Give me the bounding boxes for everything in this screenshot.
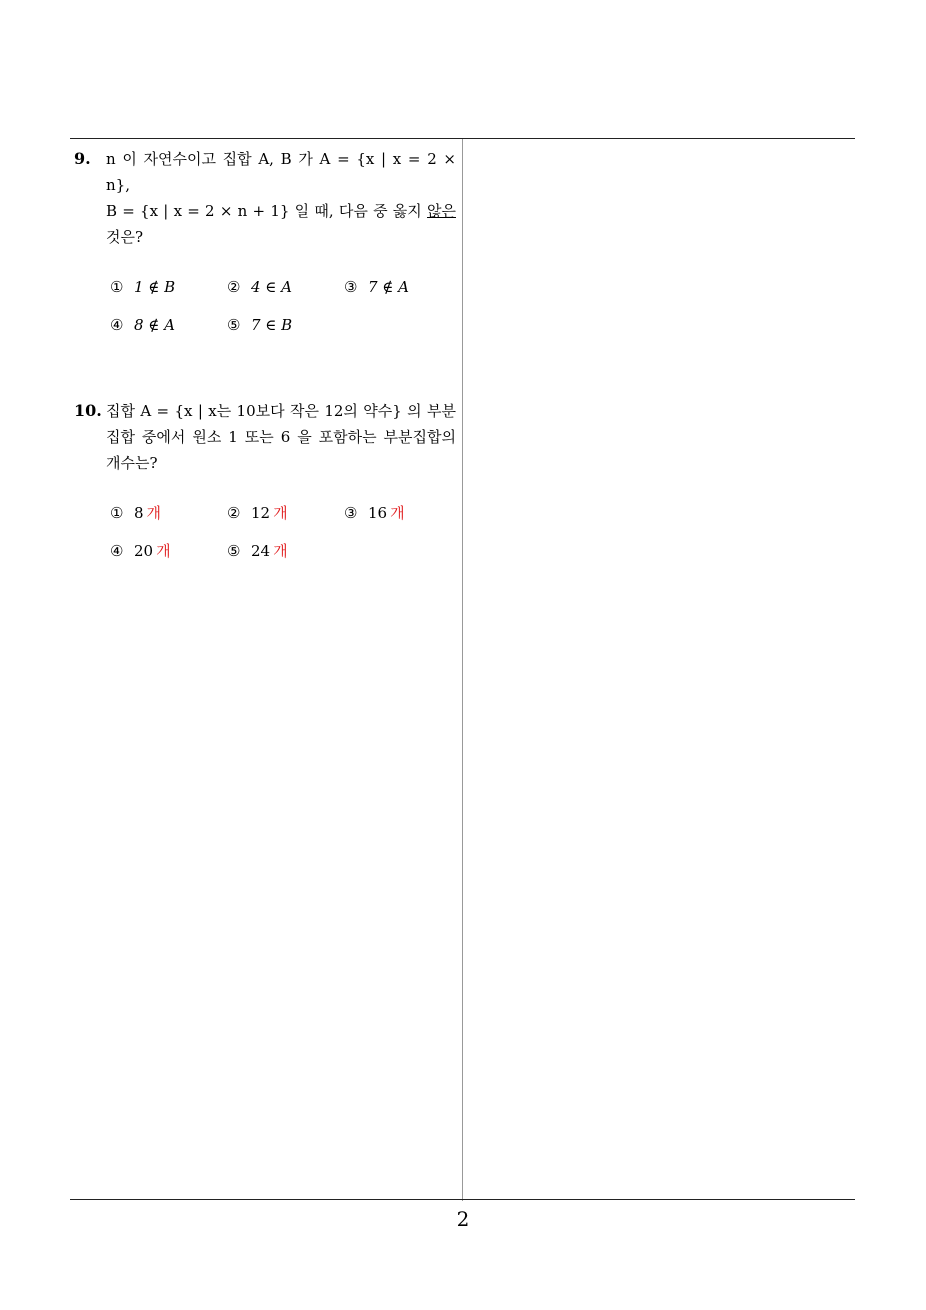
choice-number: ⑤ bbox=[227, 542, 241, 560]
choice-number: ① bbox=[110, 278, 124, 296]
choice-text: 7 ∈ B bbox=[251, 316, 293, 334]
choice-value: 24 bbox=[251, 542, 271, 560]
choice-3[interactable] bbox=[344, 500, 405, 526]
choice-value: 20 bbox=[134, 542, 154, 560]
question-line: 집합 A = {x | x는 10보다 작은 12의 약수} 의 부분 bbox=[106, 402, 456, 420]
question-9 bbox=[74, 146, 456, 354]
choice-1[interactable] bbox=[110, 274, 175, 300]
question-number: 10. bbox=[74, 401, 102, 420]
unit-label: 개 bbox=[390, 504, 405, 522]
choice-value: 12 bbox=[251, 504, 271, 522]
choice-1[interactable] bbox=[110, 500, 161, 526]
choice-2[interactable] bbox=[227, 274, 292, 300]
choice-2[interactable] bbox=[227, 500, 288, 526]
choice-text: 1 ∉ B bbox=[134, 278, 176, 296]
page-number: 2 bbox=[456, 1207, 470, 1231]
choice-4[interactable] bbox=[110, 312, 175, 338]
choice-text: 4 ∈ A bbox=[251, 278, 293, 296]
choice-number: ② bbox=[227, 504, 241, 522]
choice-value: 8 bbox=[134, 504, 144, 522]
answer-choices bbox=[110, 500, 456, 580]
choice-number: ⑤ bbox=[227, 316, 241, 334]
choice-5[interactable] bbox=[227, 538, 288, 564]
choice-value: 16 bbox=[368, 504, 388, 522]
choice-text: 8 ∉ A bbox=[134, 316, 176, 334]
unit-label: 개 bbox=[273, 504, 288, 522]
footer-rule bbox=[70, 1199, 855, 1200]
unit-label: 개 bbox=[156, 542, 171, 560]
choice-number: ④ bbox=[110, 542, 124, 560]
choice-number: ③ bbox=[344, 504, 358, 522]
choice-5[interactable] bbox=[227, 312, 292, 338]
question-line: B = {x | x = 2 × n + 1} 일 때, 다음 중 옳지 않은 bbox=[106, 202, 456, 220]
answer-choices bbox=[110, 274, 456, 354]
column-divider bbox=[462, 139, 463, 1201]
question-line: 개수는? bbox=[106, 454, 158, 472]
question-line: 것은? bbox=[106, 228, 144, 246]
question-number: 9. bbox=[74, 149, 91, 168]
choice-number: ② bbox=[227, 278, 241, 296]
question-line: n 이 자연수이고 집합 A, B 가 A = {x | x = 2 × n}, bbox=[106, 150, 456, 194]
choice-number: ③ bbox=[344, 278, 358, 296]
underlined-word: 않은 bbox=[427, 202, 456, 220]
question-text bbox=[106, 398, 456, 476]
question-10 bbox=[74, 398, 456, 580]
choice-3[interactable] bbox=[344, 274, 409, 300]
choice-number: ④ bbox=[110, 316, 124, 334]
choice-number: ① bbox=[110, 504, 124, 522]
unit-label: 개 bbox=[146, 504, 162, 522]
choice-text: 7 ∉ A bbox=[368, 278, 410, 296]
question-line: 집합 중에서 원소 1 또는 6 을 포함하는 부분집합의 bbox=[106, 428, 456, 446]
question-text bbox=[106, 146, 456, 250]
unit-label: 개 bbox=[273, 542, 288, 560]
choice-4[interactable] bbox=[110, 538, 171, 564]
